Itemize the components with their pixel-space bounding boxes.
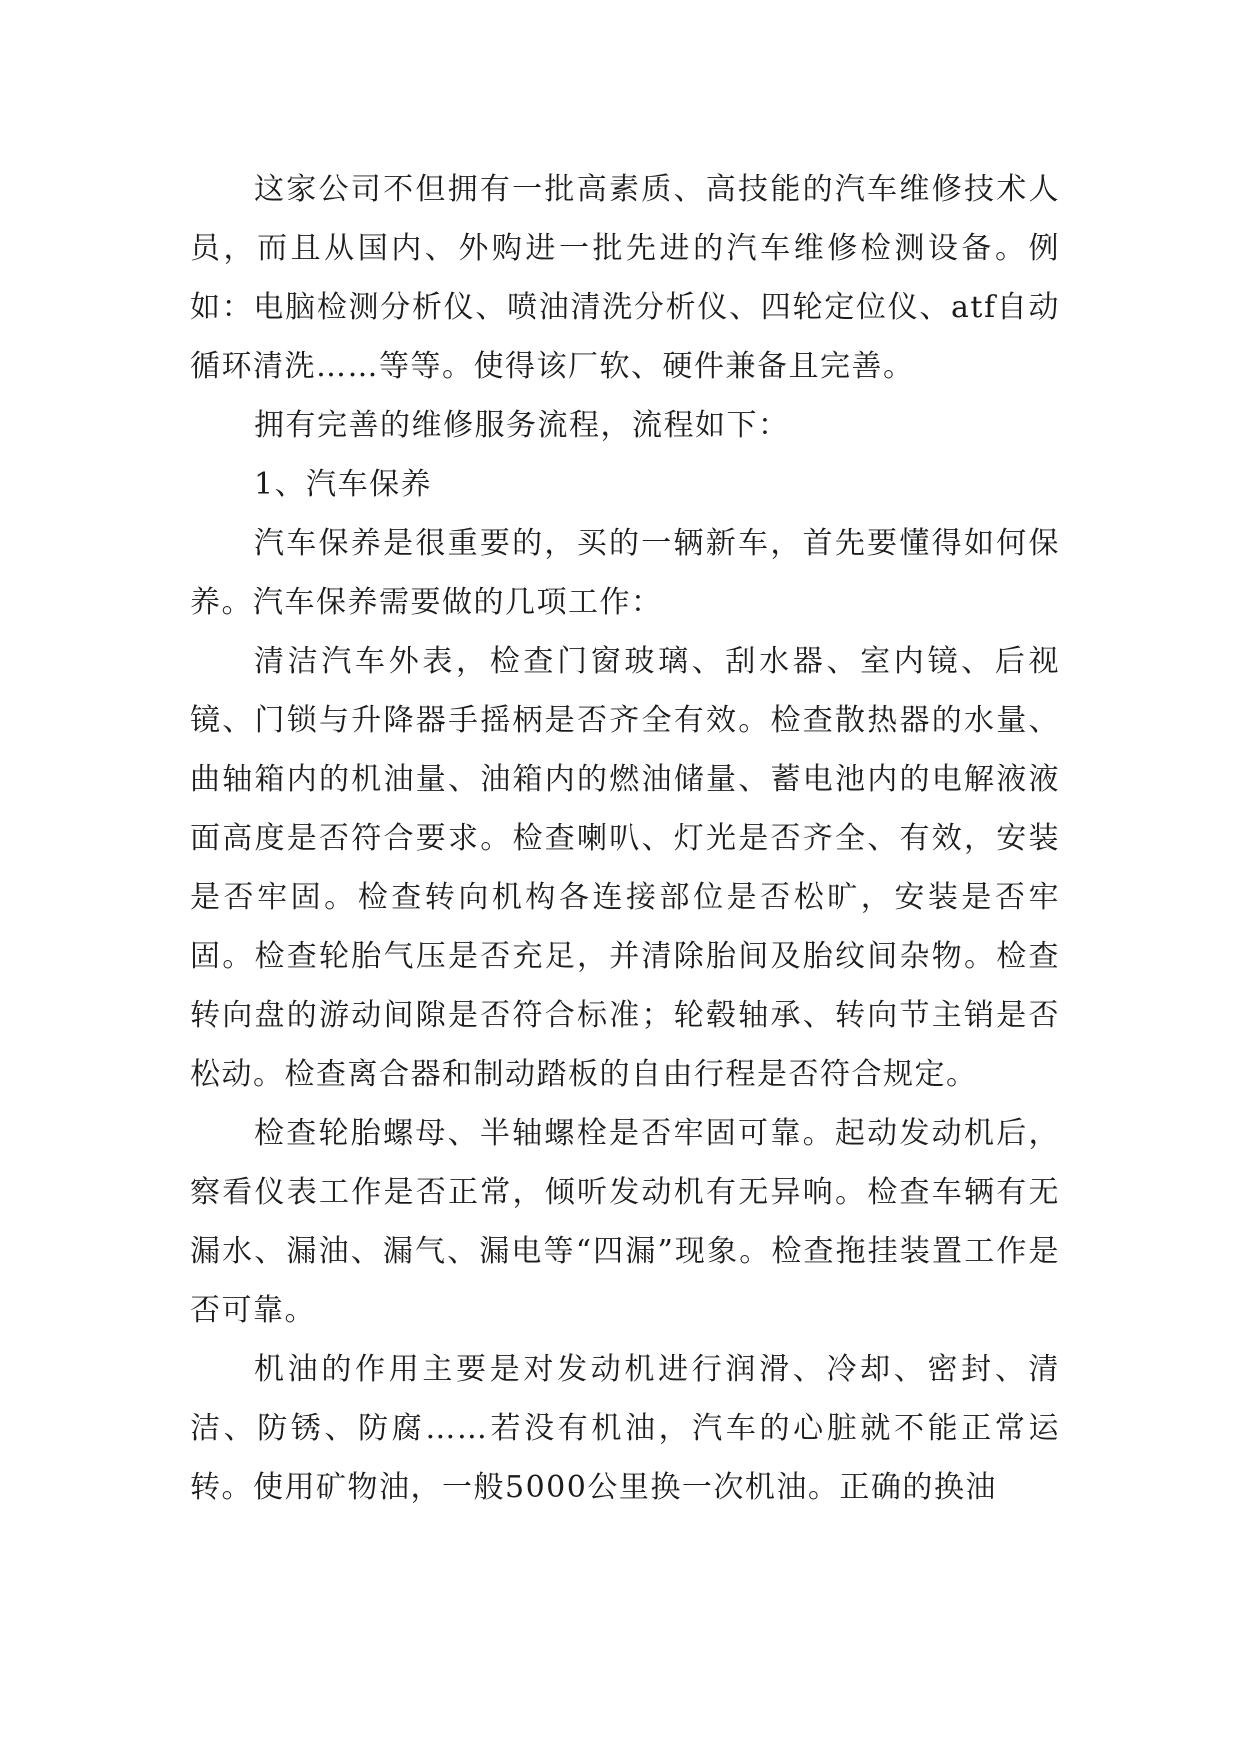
paragraph-engine-check: 检查轮胎螺母、半轴螺栓是否牢固可靠。起动发动机后，察看仪表工作是否正常，倾听发动机有无异响。检查车辆有无漏水、漏油、漏气、漏电等“四漏”现象。检查拖挂装置工作是否可靠。 [190, 1116, 1060, 1328]
paragraph-company-intro: 这家公司不但拥有一批高素质、高技能的汽车维修技术人员，而且从国内、外购进一批先进的汽车维修检测设备。例如：电脑检测分析仪、喷油清洗分析仪、四轮定位仪、atf自动循环清洗……等等。使得该厂软、硬件兼备且完善。 [190, 172, 1060, 384]
paragraph-engine-oil: 机油的作用主要是对发动机进行润滑、冷却、密封、清洁、防锈、防腐……若没有机油，汽车的心脏就不能正常运转。使用矿物油，一般5000公里换一次机油。正确的换油 [190, 1352, 1060, 1505]
document-body [190, 160, 1060, 1517]
section-heading-car-maintenance: 1、汽车保养 [254, 467, 433, 502]
paragraph-inspection-checklist: 清洁汽车外表，检查门窗玻璃、刮水器、室内镜、后视镜、门锁与升降器手摇柄是否齐全有效。检查散热器的水量、曲轴箱内的机油量、油箱内的燃油储量、蓄电池内的电解液液面高度是否符合要求。检查喇叭、灯光是否齐全、有效，安装是否牢固。检查转向机构各连接部位是否松旷，安装是否牢固。检查轮胎气压是否充足，并清除胎间及胎纹间杂物。检查转向盘的游动间隙是否符合标准；轮毂轴承、转向节主销是否松动。检查离合器和制动踏板的自由行程是否符合规定。 [190, 644, 1060, 1092]
paragraph-maintenance-importance: 汽车保养是很重要的，买的一辆新车，首先要懂得如何保养。汽车保养需要做的几项工作： [190, 526, 1060, 620]
paragraph-service-process: 拥有完善的维修服务流程，流程如下： [254, 408, 790, 443]
